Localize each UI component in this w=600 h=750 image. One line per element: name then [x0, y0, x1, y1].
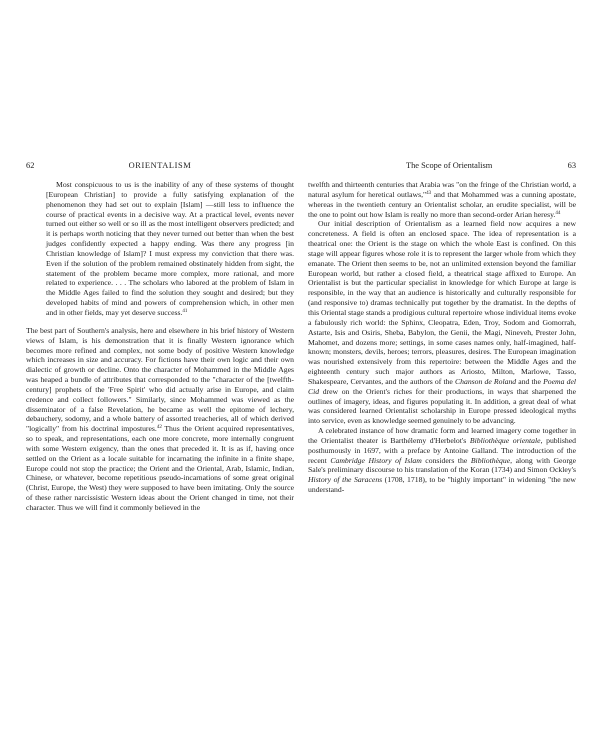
paragraph-text: and the [516, 376, 544, 386]
paragraph [26, 326, 294, 513]
left-page-header [26, 160, 294, 172]
paragraph-text: Thus the Orient acquired representatives, so to speak, and representations, each one more concrete, more internally congruent with some Western exigency, than the ones that preceded it. It is as if, having once settled on the Orient as a locale suitable for incarnating the infinite in a finite shape, Europe could not stop the practice; the Orient and the Oriental, Arab, Islamic, Indian, Chinese, or whatever, become repetitious pseudo-incarnations of some great original (Christ, Europe, the West) they were supposed to have been imitating. Only the source of these rather narcissistic Western ideas about the Orient changed in time, not their character. Thus we will find it commonly believed in the [26, 424, 294, 512]
paragraph-text: Our initial description of Orientalism as a learned field now acquires a new concreteness. A field is often an enclosed space. The idea of representation is a theatrical one: the Orient is the stage on which the whole East is confined. On this stage will appear figures whose role it is to represent the larger whole from which they emanate. The Orient then seems to be, not an unlimited extension beyond the familiar European world, but rather a closed field, a theatrical stage affixed to Europe. An Orientalist is but the particular specialist in knowledge for which Europe at large is responsible, in the way that an audience is historically and culturally responsible for (and responsive to) dramas technically put together by the dramatist. In the depths of this Oriental stage stands a prodigious cultural repertoire whose individual items evoke a fabulously rich world: the Sphinx, Cleopatra, Eden, Troy, Sodom and Gomorrah, Astarte, Isis and Osiris, Sheba, Babylon, the Genii, the Magi, Nineveh, Prester John, Mahomet, and dozens more; settings, in some cases names only, half-imagined, half-known; monsters, devils, heroes; terrors, pleasures, desires. The European imagination was nourished extensively from this repertoire: between the Middle Ages and the eighteenth century such major authors as Ariosto, Milton, Marlowe, Tasso, Shakespeare, Cervantes, and the authors of the [308, 219, 576, 386]
running-title: ORIENTALISM [128, 161, 192, 170]
right-page-header [308, 160, 576, 172]
page-number: 63 [567, 161, 576, 170]
running-title: The Scope of Orientalism [406, 161, 493, 170]
paragraph [308, 180, 576, 219]
paragraph-text: , along with George Sale's preliminary discourse to his translation of the Koran (1734) and Simon Ockley's [308, 455, 576, 475]
paragraph [308, 219, 576, 426]
paragraph-text: considers the [421, 455, 471, 465]
block-quote-text: Most conspicuous to us is the inability of any of these systems of thought [European Christian] to provide a fully satisfying explanation of the phenomenon they had set out to explain [Islam] —still less to influence the course of practical events in a decisive way. At a practical level, events never turned out either so well or so ill as the most intelligent observers predicted; and it is perhaps worth noticing that they never turned out better than when the best judges confidently expected a happy ending. Was there any progress [in Christian knowledge of Islam]? I must express my conviction that there was. Even if the solution of the problem remained obstinately hidden from sight, the statement of the problem became more complex, more rational, and more related to experience. . . . The scholars who labored at the problem of Islam in the Middle Ages failed to find the solution they sought and desired; but they developed habits of mind and powers of comprehension which, in other men and in other fields, may yet deserve success. [46, 180, 294, 317]
paragraph-text: drew on the Orient's riches for their productions, in ways that sharpened the outlines of imagery, ideas, and figures populating it. In addition, a great deal of what was considered learned Orientalist scholarship in Europe pressed ideological myths into service, even as knowledge seemed genuinely to be advancing. [308, 386, 576, 426]
block-quote [46, 180, 294, 318]
paragraph-text: The best part of Southern's analysis, here and elsewhere in his brief history of Western views of Islam, is his demonstration that it is finally Western ignorance which becomes more refined and complex, not some body of positive Western knowledge which increases in size and accuracy. For fictions have their own logic and their own dialectic of growth or decline. Onto the character of Mohammed in the Middle Ages was heaped a bundle of attributes that corresponded to the "character of the [twelfth-century] prophets of the 'Free Spirit' who did actually arise in Europe, and claim credence and collect followers." Similarly, since Mohammed was viewed as the disseminator of a false Revelation, he became as well the epitome of lechery, debauchery, sodomy, and a whole battery of assorted treacheries, all of which derived "logically" from his doctrinal impostures. [26, 325, 294, 434]
right-page [308, 160, 576, 495]
paragraph-text: and that Mohammed was a cunning apostate, whereas in the twentieth century an Orientalist scholar, an erudite specialist, will be the one to point out how Islam is really no more than second-order Arian heresy. [308, 189, 576, 219]
footnote-ref: 43 [426, 190, 432, 196]
footnote-ref: 44 [555, 210, 561, 216]
work-title: Poema del Cid [308, 376, 577, 396]
work-title: Chanson de Roland [455, 376, 517, 386]
footnote-ref: 42 [156, 425, 162, 431]
work-title: Bibliothèque orientale [469, 435, 541, 445]
paragraph-text: A celebrated instance of how dramatic form and learned imagery come together in the Orientalist theater is Barthélemy d'Herbelot's [308, 426, 576, 445]
paragraph [308, 426, 576, 495]
paragraph-text: (1708, 1718), to be "highly important" in widening "the new understand- [308, 475, 576, 495]
footnote-ref: 41 [182, 308, 188, 314]
left-page [26, 160, 294, 513]
paragraph-text: twelfth and thirteenth centuries that Arabia was "on the fringe of the Christian world, a natural asylum for heretical outlaws," [308, 180, 576, 199]
work-title: History of the Saracens [308, 475, 383, 485]
paragraph-text: , published posthumously in 1697, with a preface by Antoine Galland. The introduction of the recent [308, 435, 576, 465]
page-number: 62 [26, 161, 35, 170]
work-title: Cambridge History of Islam [330, 455, 422, 465]
work-title: Bibliothèque [470, 455, 511, 465]
